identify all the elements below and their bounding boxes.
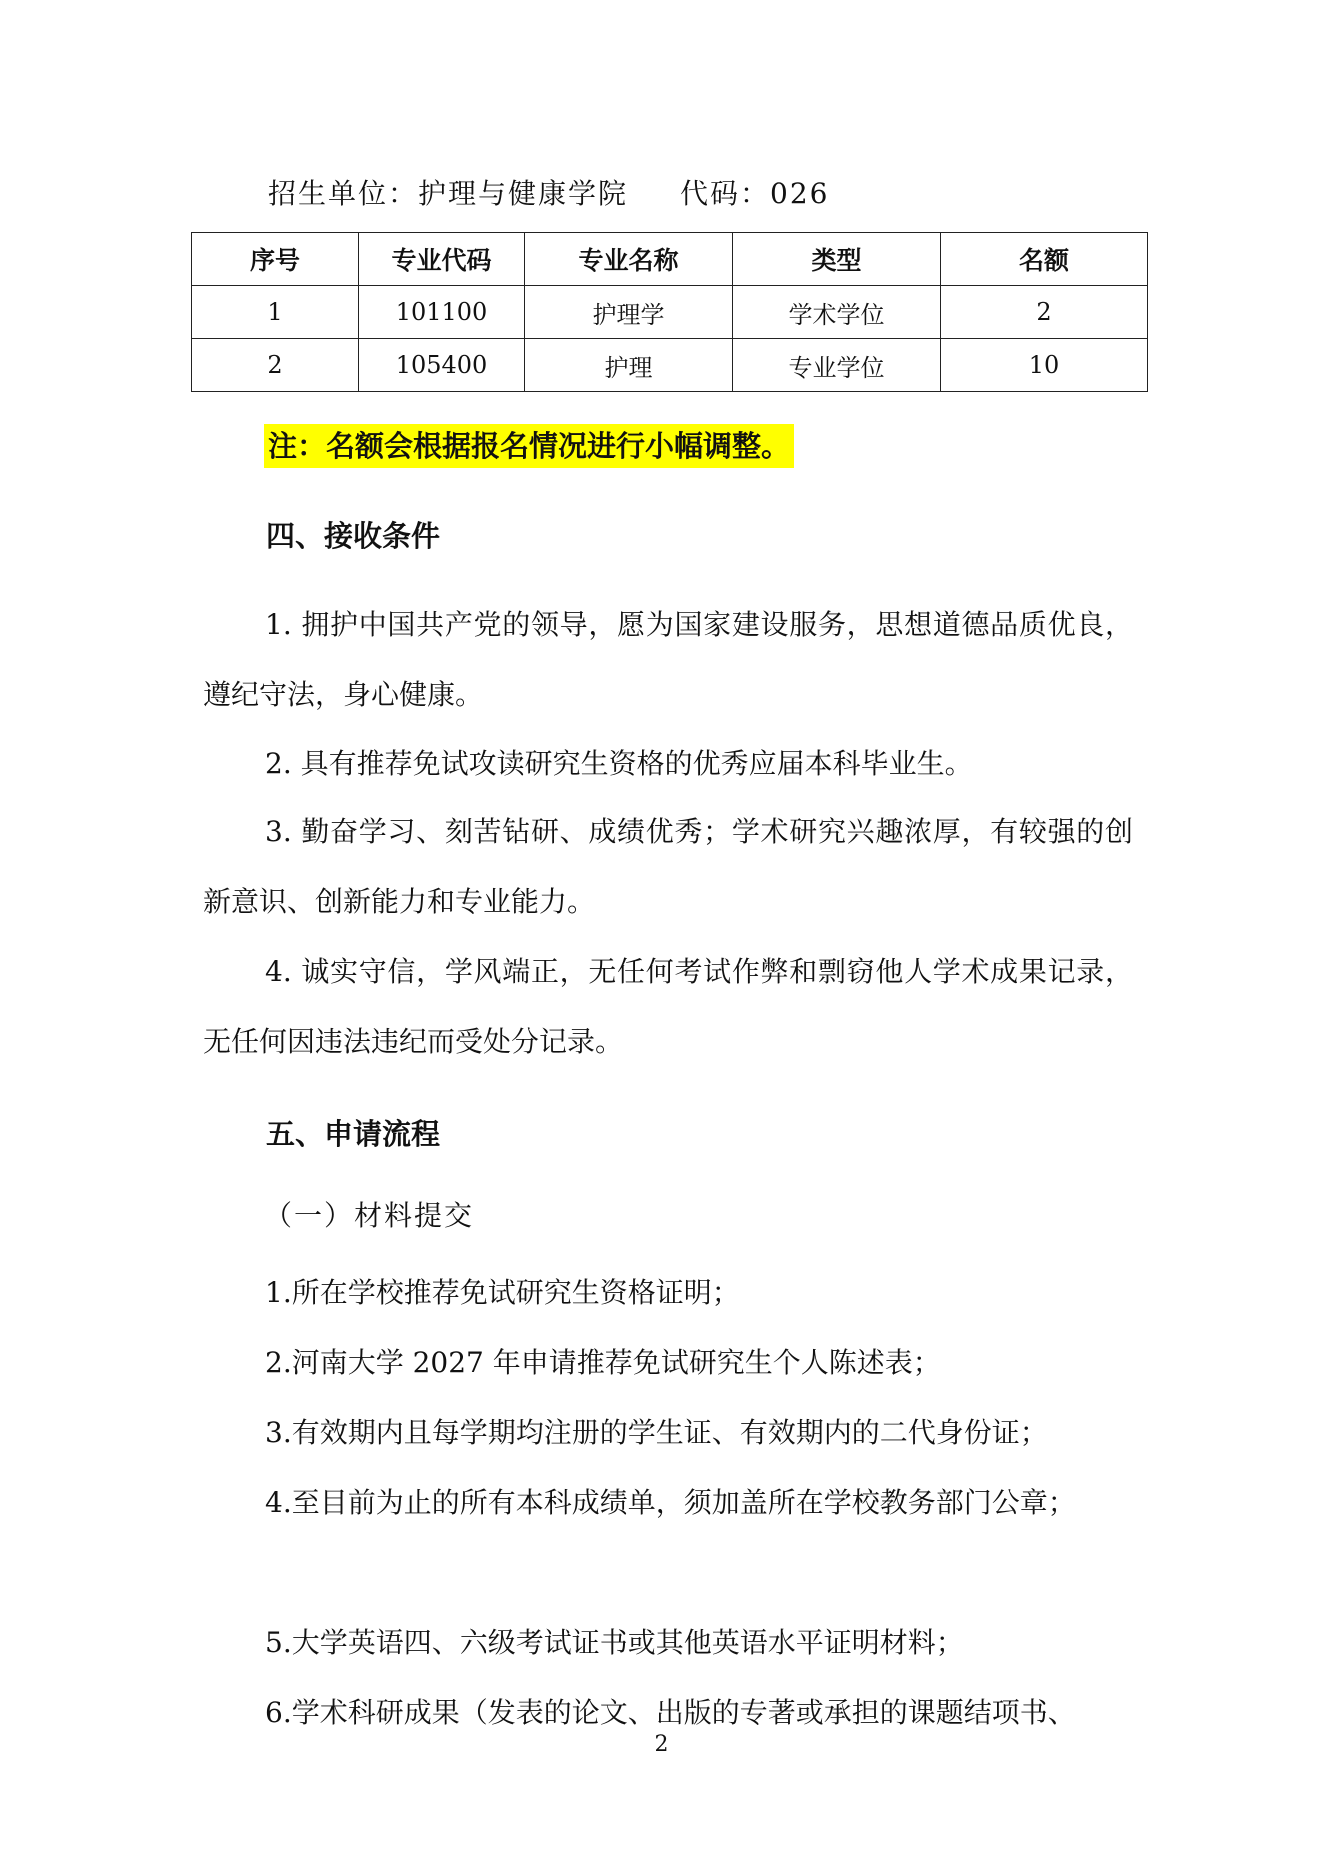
page-number: 2 — [654, 1732, 669, 1757]
highlighted-note: 注：名额会根据报名情况进行小幅调整。 — [264, 424, 794, 468]
cell-index: 1 — [192, 286, 359, 339]
enrollment-unit-line — [268, 172, 829, 212]
cell-quota: 10 — [941, 339, 1148, 392]
cell-major-name: 护理 — [525, 339, 733, 392]
table-row — [192, 339, 1148, 392]
cell-index: 2 — [192, 339, 359, 392]
section-heading-admission-conditions: 四、接收条件 — [266, 519, 441, 553]
condition-paragraph: 3. 勤奋学习、刻苦钻研、成绩优秀；学术研究兴趣浓厚，有较强的创新意识、创新能力和专业能力。 — [203, 815, 1133, 918]
material-item: 5.大学英语四、六级考试证书或其他英语水平证明材料； — [265, 1626, 964, 1659]
material-item: 6.学术科研成果（发表的论文、出版的专著或承担的课题结项书、 — [265, 1696, 1076, 1729]
subsection-heading-materials: （一）材料提交 — [264, 1199, 475, 1232]
header-major-name: 专业名称 — [525, 233, 733, 286]
material-item: 4.至目前为止的所有本科成绩单，须加盖所在学校教务部门公章； — [265, 1486, 1076, 1519]
header-index: 序号 — [192, 233, 359, 286]
section-heading-application-process: 五、申请流程 — [266, 1117, 441, 1151]
material-item: 3.有效期内且每学期均注册的学生证、有效期内的二代身份证； — [265, 1416, 1048, 1449]
quota-table — [191, 232, 1148, 392]
table-header-row — [192, 233, 1148, 286]
enrollment-unit-label: 招生单位：护理与健康学院 — [268, 177, 629, 210]
material-item: 1.所在学校推荐免试研究生资格证明； — [265, 1276, 740, 1309]
condition-paragraph: 2. 具有推荐免试攻读研究生资格的优秀应届本科毕业生。 — [265, 747, 973, 780]
cell-type: 学术学位 — [733, 286, 941, 339]
condition-paragraph: 4. 诚实守信，学风端正，无任何考试作弊和剽窃他人学术成果记录，无任何因违法违纪而受处分记录。 — [203, 955, 1133, 1058]
header-major-code: 专业代码 — [359, 233, 525, 286]
cell-major-name: 护理学 — [525, 286, 733, 339]
condition-paragraph: 1. 拥护中国共产党的领导，愿为国家建设服务，思想道德品质优良，遵纪守法，身心健康。 — [203, 608, 1133, 711]
material-item: 2.河南大学 2027 年申请推荐免试研究生个人陈述表； — [265, 1346, 941, 1379]
table-row — [192, 286, 1148, 339]
cell-quota: 2 — [941, 286, 1148, 339]
header-quota: 名额 — [941, 233, 1148, 286]
unit-code: 代码：026 — [680, 177, 830, 210]
cell-major-code: 101100 — [359, 286, 525, 339]
cell-type: 专业学位 — [733, 339, 941, 392]
header-type: 类型 — [733, 233, 941, 286]
cell-major-code: 105400 — [359, 339, 525, 392]
